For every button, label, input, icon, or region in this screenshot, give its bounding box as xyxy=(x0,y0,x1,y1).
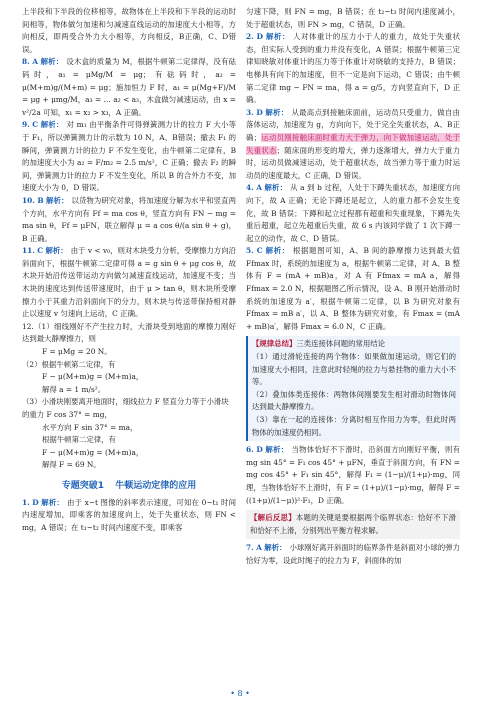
answer-10 xyxy=(22,195,236,245)
question-number: 1. xyxy=(22,497,30,507)
rule-item: （1）通过滑轮连接的两个物体：如果做加速运动，则它们的加速度大小相同，注意此时轻绳的拉力与悬挂物的重力大小不等。 xyxy=(252,352,456,387)
question-number: 5. xyxy=(246,246,254,256)
question-number: 8. xyxy=(22,57,30,67)
explanation-label: 解析： xyxy=(265,246,290,256)
answer-12-line: F = μMg = 20 N。 xyxy=(42,347,112,357)
rule-summary-title: 【规律总结】 xyxy=(252,339,297,349)
answer-2 xyxy=(246,31,460,107)
explanation-label: 解析： xyxy=(46,195,69,205)
answer-letter: D xyxy=(256,107,263,117)
answer-text: 当物体恰好不下滑时，沿斜面方向刚好平衡，则有 mg sin 45° = F₁ cos 45° + μFN，垂直于斜面方向，有 FN = mg cos 45° + F₁ sin 45°，解得 F₁ = (1−μ)/(1+μ)·mg，同理，当物体恰好不上滑时，有 F = (1+μ)/(1−μ)·mg，解得 F = ((1+μ)/(1−μ))²·F₁，D 正确。 xyxy=(246,445,460,505)
answer-12-line: F − μ(M+m)g = (M+m)a， xyxy=(42,447,144,457)
highlighted-text: 运动员刚接触床面时重力大于弹力，向下做加速运动，处于失重状态 xyxy=(246,132,460,155)
answer-12-intro: 12.（1）细线刚好不产生拉力时，大滑块受到地面的摩擦力刚好达到最大静摩擦力，则 xyxy=(22,321,236,344)
question-number: 9. xyxy=(22,120,30,130)
explanation-label: 解析： xyxy=(41,497,64,507)
answer-text: 对 m₁ 由平衡条件可得弹簧测力计的拉力 F 大小等于 F₁，所以弹簧测力计的示数为 10 N，A、B错误；撤去 F₁ 的瞬间，弹簧测力计的拉力 F 不发生变化，由牛顿第二定律有，B 的加速度大小为 a₂ = F/m₂ = 2.5 m/s²，C 正确；撤去 F₂ 的瞬间，弹簧测力计的拉力 F 不发生变化，所以 B 的合外力不变，加速度大小为 0，D 错误。 xyxy=(22,120,236,193)
right-column xyxy=(246,6,460,568)
question-number: 6. xyxy=(246,445,254,455)
section-title: 牛顿运动定律的应用 xyxy=(115,480,197,491)
answer-4 xyxy=(246,182,460,245)
answer-letter: D xyxy=(32,497,39,507)
reflection-text-line xyxy=(250,512,456,537)
rule-item: （3）靠在一起的连接体：分离时相互作用力为零，但此时两物体的加速度仍相同。 xyxy=(252,415,456,437)
explanation-label: 解析： xyxy=(264,543,287,553)
explanation-label: 解析： xyxy=(265,107,289,117)
answer-text: 根据题图可知，A、B 间的静摩擦力达到最大值 Ffmax 时，系统的加速度为 a，根据牛顿第二定律，对 A、B 整体有 F = (mA + mB)a，对 A 有 Ffmax = mA a，解得 Ffmax = 2.0 N，根据题图乙所示情况，设 A、B 刚开始滑动时系统的加速度为 a′，根据牛顿第二定律，以 B 为研究对象有 Ffmax = mB a′，以 A、B 整体为研究对象，有 Fmax = (mA + mB)a′，解得 Fmax = 6.0 N，C 正确。 xyxy=(246,246,460,331)
explanation-label: 解析： xyxy=(40,120,64,130)
left-column xyxy=(22,6,236,534)
rule-summary-box xyxy=(246,336,460,441)
question-number: 7. xyxy=(246,543,254,553)
answer-7 xyxy=(246,542,460,567)
rule-item: （2）叠加体类连接体：两物体间刚要发生相对滑动时物体间达到最大静摩擦力。 xyxy=(252,389,456,412)
explanation-label: 解析： xyxy=(264,183,288,193)
answer-text: 由于 x−t 图像的斜率表示速度，可知在 0~t₁ 时间内速度增加，即乘客的加速度向上，处于失重状态，则 FN < mg，A 错误；在 t₁~t₂ 时间内速度不变，即乘客 xyxy=(22,497,236,532)
question-number: 2. xyxy=(246,32,254,42)
rule-summary-subtitle: 三类连接体问题的常用结论 xyxy=(296,339,386,349)
answer-text: 设木盒的质量为 M，根据牛顿第二定律得，没有砝码时，a₁ = μMg/M = μg；有砝码时，a₂ = μ(M+m)g/(M+m) = μg；施加恒力 F 时，a₁ = μ(Mg+F)/M = μg + μmg/M，a₃ = … a₂ < a₃，木盒做匀减速运动，由 x = v²/2a 可知，x₁ = x₂ > x₃，A 正确。 xyxy=(22,57,236,117)
answer-letter: C xyxy=(37,246,44,256)
reflection-title: 【解后反思】 xyxy=(250,513,296,523)
question-number: 3. xyxy=(246,107,254,117)
page-number: • 8 • xyxy=(230,689,250,699)
answer-12-line: 解得 F = 69 N。 xyxy=(42,460,101,470)
answer-8 xyxy=(22,56,236,119)
answer-letter: C xyxy=(32,120,39,130)
answer-text: 从最高点到接触床面前，运动员只受重力，做自由落体运动，加速度为 g，方向向下，处于完全失重状态，A、B正确； xyxy=(246,107,460,142)
section-tag: 专题突破1 xyxy=(61,480,105,491)
right-top-paragraph: 匀速下降，则 FN = mg，B 错误；在 t₂~t₃ 时间内速度减小，处于超重状态，则 FN > mg，C 错误，D 正确。 xyxy=(246,7,460,29)
explanation-label: 解析： xyxy=(45,246,68,256)
answer-12-line: （3）小滑块刚要离开地面时，细线拉力 F 竖直分力等于小滑块的重力 F cos 37° = mg， xyxy=(22,397,229,419)
answer-text: 小球刚好离开斜面时的临界条件是斜面对小球的弹力恰好为零，设此时绳子的拉力为 F，斜面体的加 xyxy=(246,543,460,565)
answer-12-line: （2）根据牛顿第二定律，有 xyxy=(22,359,116,369)
question-number: 11. xyxy=(22,246,35,256)
answer-text: 从 a 到 b 过程，人处于下蹲失重状态，加速度方向向下，故 A 正确；无论下蹲还是起立，人的重力都不会发生变化，故 B 错误；下蹲和起立过程都有超重和失重现象，下蹲先失重后超重，起立先超重后失重，故 6 s 内该同学做了 1 次下蹲一起立的动作，故 C、D 错误。 xyxy=(246,183,460,243)
rule-summary-heading xyxy=(252,338,456,351)
question-number: 10. xyxy=(22,195,35,205)
answer-12-line: 解得 a = 1 m/s²。 xyxy=(42,384,106,394)
answer-text: ；随床面的形变的增大，弹力逐渐增大，弹力大于重力时，运动员做减速运动，处于超重状态，故当弹力等于重力时运动员的速度最大，C 正确，D 错误。 xyxy=(246,145,460,180)
section-heading xyxy=(22,480,236,493)
question-number: 4. xyxy=(246,183,254,193)
reflection-text: 本题的关键是要根据两个临界状态：恰好不下滑和恰好不上滑，分别列出平衡方程求解。 xyxy=(250,513,456,535)
answer-letter: D xyxy=(256,32,264,42)
answer-3 xyxy=(246,107,460,183)
answer-text: 由于 v < v₀，则对木块受力分析，受摩擦力方向沿斜面向下，根据牛顿第二定律可得 a = g sin θ + μg cos θ，故木块开始沿传送带运动方向做匀减速直线运动，加速度不变；当木块的速度达到传送带速度时，由于 μ > tan θ，则木块所受摩擦力小于其重力沿斜面向下的分力，则木块与传送带保持相对静止以速度 v 匀速向上运动，C 正确。 xyxy=(22,246,236,319)
left-top-paragraph: 上半段和下半段的位移相等，故物体在上半段和下半段的运动时间相等，物体做匀加速和匀减速直线运动的加速度大小相等，方向相反，即两受合外力大小相等，方向相反，B正确，C、D错误。 xyxy=(22,7,236,54)
answer-12-line: 水平方向 F sin 37° = ma， xyxy=(42,422,138,432)
answer-letter: D xyxy=(256,445,263,455)
answer-text: 人对体重计的压力小于人的重力，故处于失重状态，但实际人受到的重力并没有变化，A 错误；根据牛顿第三定律知晓敏对体重计的压力等于体重计对晓敏的支持力，B 错误；电梯具有向下的加速度，但不一定是向下运动，C 错误；由牛顿第二定律 mg − FN = ma，得 a = g/5，方向竖直向下，D 正确。 xyxy=(246,32,460,105)
answer-5 xyxy=(246,245,460,333)
answer-11 xyxy=(22,245,236,321)
explanation-label: 解析： xyxy=(266,32,290,42)
explanation-label: 解析： xyxy=(40,57,64,67)
answer-letter: A xyxy=(32,57,39,67)
answer-letter: C xyxy=(256,246,263,256)
answer-text: 以货物为研究对象，将加速度分解为水平和竖直两个方向，水平方向有 Ff = ma cos θ，竖直方向有 FN − mg = ma sin θ，Ff = μFN，联立解得 μ = a cos θ/(a sin θ + g)，B 正确。 xyxy=(22,195,236,243)
reflection-box xyxy=(246,510,460,539)
answer-letter: A xyxy=(256,543,262,553)
answer-6 xyxy=(246,444,460,507)
answer-9 xyxy=(22,119,236,195)
answer-letter: B xyxy=(37,195,44,205)
answer-1 xyxy=(22,497,236,535)
explanation-label: 解析： xyxy=(265,445,289,455)
answer-12-line: F − μ(M+m)g = (M+m)a， xyxy=(42,372,144,382)
answer-letter: A xyxy=(256,183,262,193)
answer-12-line: 根据牛顿第二定律，有 xyxy=(42,435,116,445)
